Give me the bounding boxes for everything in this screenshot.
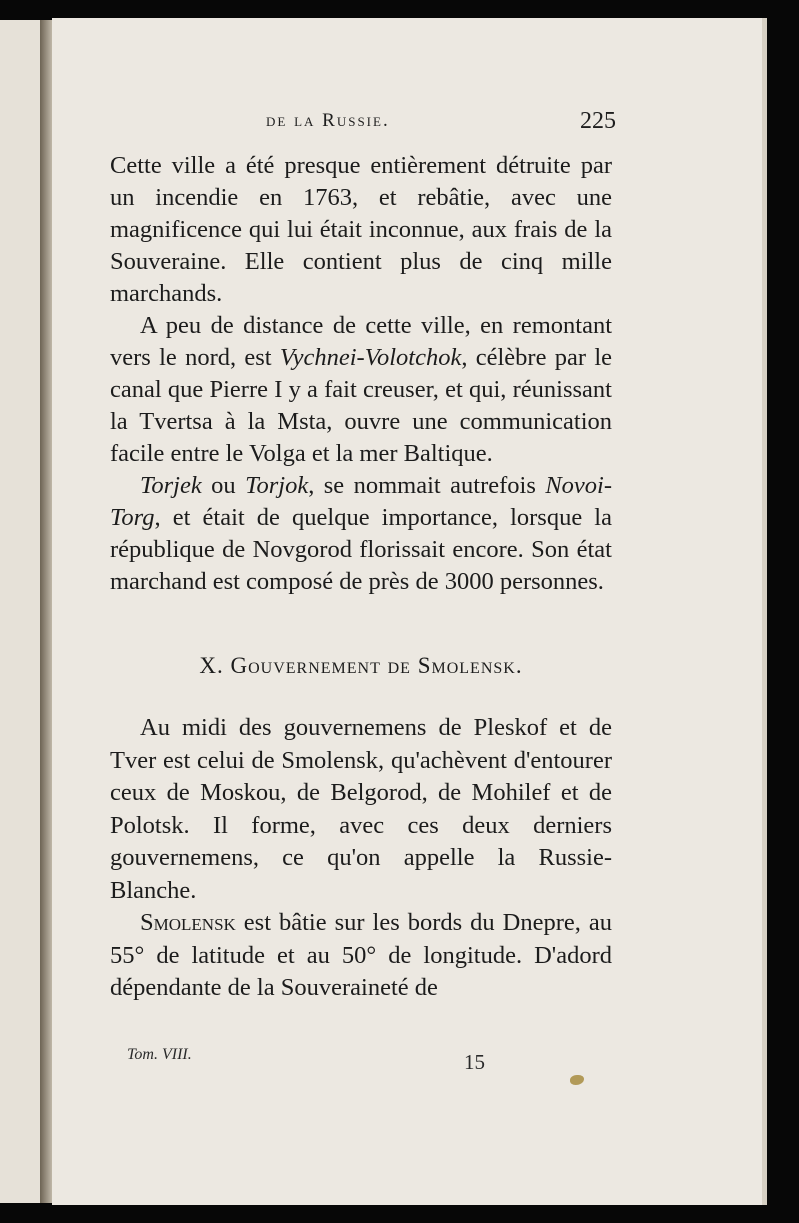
running-head: de la Russie. (266, 110, 390, 131)
section-body (110, 712, 612, 1005)
text-span: , célèbre par le canal que Pierre I y a fait creuser, et qui, réunissant la Tvertsa à la Msta, ouvre une communication facile entre le Volga et la mer Baltique. (110, 344, 612, 467)
signature-mark: 15 (464, 1050, 485, 1074)
lead-word: Smolensk (140, 909, 236, 936)
text-span: , se nommait autrefois (308, 472, 546, 499)
paragraph-vychnei-volotchok (110, 310, 612, 470)
page-body (110, 150, 612, 1005)
paragraph-smolensk-city (110, 907, 612, 1005)
section-heading: X. Gouvernement de Smolensk. (199, 653, 523, 678)
text-span: est bâtie sur les bords du Dnepre, au 55° de latitude et au 50° de longitude. D'adord dépendante de la Souveraineté de (110, 909, 612, 1001)
paragraph-fire-rebuild: Cette ville a été presque entièrement détruite par un incendie en 1763, et rebâtie, avec une magnificence qui lui était inconnue, aux frais de la Souveraine. Elle contient plus de cinq mille marchands. (110, 152, 612, 307)
place-name: Torjok (245, 472, 309, 499)
place-name: Torjek (140, 472, 202, 499)
page-number: 225 (580, 108, 616, 134)
book-gutter (40, 20, 52, 1203)
page-footer (127, 1046, 497, 1078)
text-span: , et était de quelque importance, lorsque la république de Novgorod florissait encore. Son état marchand est composé de près de 3000 personnes. (110, 504, 612, 595)
page-header (216, 104, 616, 140)
page-right-edge (762, 18, 767, 1205)
place-name: Vychnei-Volotchok (279, 344, 462, 371)
text-span: ou (201, 472, 246, 499)
text-span: A peu de distance de cette ville, en remontant vers le nord, est (110, 312, 612, 371)
place-name: Novoi-Torg (110, 472, 613, 531)
volume-label: Tom. VIII. (127, 1046, 192, 1063)
previous-page-edge (0, 20, 42, 1203)
paragraph-smolensk-government: Au midi des gouvernemens de Pleskof et de Tver est celui de Smolensk, qu'achèvent d'entourer ceux de Moskou, de Belgorod, de Mohilef et de Polotsk. Il forme, avec ces deux derniers gouvernemens, ce qu'on appelle la Russie-Blanche. (110, 714, 612, 904)
paragraph-torjek (110, 470, 612, 598)
